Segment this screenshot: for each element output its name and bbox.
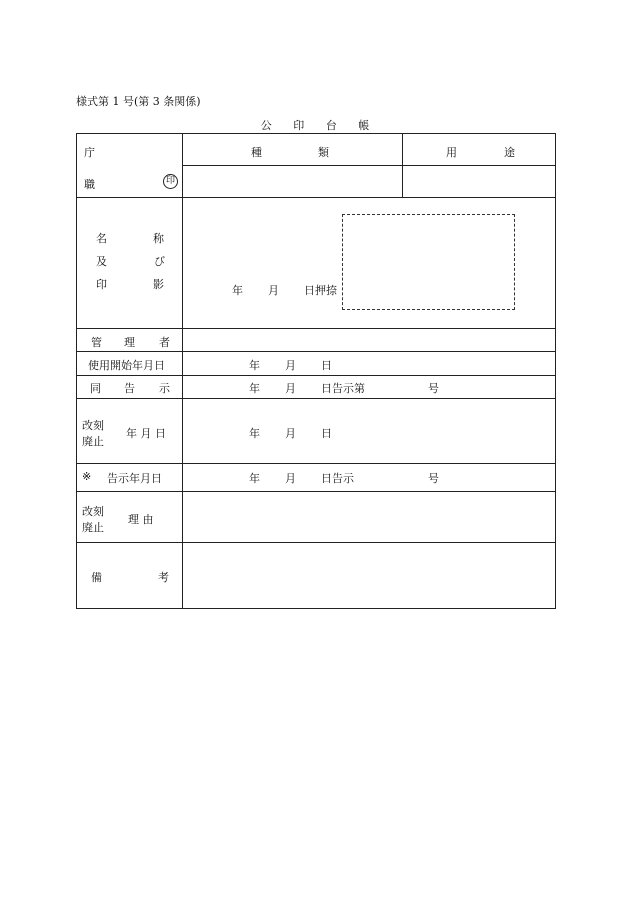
kind-header: 種 [251,146,262,159]
name-label: 及 [96,255,107,268]
impression-date: 年 [232,284,243,297]
start-date-value: 月 [285,359,296,372]
seal-impression-area [342,214,515,310]
notice-value: 年 [249,382,260,395]
note-mark: ※ [82,470,92,483]
title-char: 印 [293,119,305,132]
remarks-label: 備 [91,571,102,584]
notice-date-value: 年 [249,472,260,485]
seal-mark: 印 [163,174,178,189]
name-label: 影 [153,278,164,291]
impression-date: 日押捺 [304,284,337,297]
name-label: び [154,255,165,268]
notice-date-value: 号 [428,472,439,485]
notice-date-label: 告示年月日 [107,472,162,485]
table-rule [402,134,403,197]
reason-prefix: 廃止 [82,521,104,534]
reason-prefix: 改刻 [82,505,104,518]
revise-date-value: 年 [249,427,260,440]
office-label: 庁 [84,146,95,159]
name-label: 印 [96,278,107,291]
title-char: 台 [325,119,337,132]
impression-date: 月 [268,284,279,297]
notice-label: 示 [159,382,170,395]
start-date-value: 日 [321,359,332,372]
notice-date-value: 日告示 [321,472,354,485]
manager-label: 管 [91,336,102,349]
table-rule [77,491,556,492]
start-date-label: 使用開始年月日 [88,359,165,372]
notice-date-value: 月 [285,472,296,485]
revise-abolish-label: 改刻 [82,419,104,432]
remarks-label: 考 [158,571,169,584]
use-header: 用 [446,146,457,159]
notice-label: 同 [90,382,101,395]
reason-label: 理 由 [128,513,154,526]
ledger-table [76,133,556,609]
revise-date-value: 月 [285,427,296,440]
table-rule [183,165,556,166]
table-rule [77,375,556,376]
title-char: 公 [260,119,272,132]
form-number-label: 様式第 1 号(第 3 条関係) [76,95,201,108]
notice-value: 月 [285,382,296,395]
revise-date-value: 日 [321,427,332,440]
title-char: 帳 [358,119,370,132]
notice-label: 告 [124,382,135,395]
revise-date-label: 年 月 日 [126,427,166,440]
name-label: 称 [153,232,164,245]
notice-value: 日告示第 [321,382,365,395]
start-date-value: 年 [249,359,260,372]
name-label: 名 [96,232,107,245]
manager-label: 者 [159,336,170,349]
table-rule [77,542,556,543]
document-title [0,117,630,133]
table-rule [182,134,183,608]
table-rule [77,328,556,329]
kind-header: 類 [318,146,329,159]
table-rule [77,463,556,464]
post-label: 職 [84,178,95,191]
table-rule [77,398,556,399]
use-header: 途 [504,146,515,159]
notice-value: 号 [428,382,439,395]
table-rule [77,351,556,352]
manager-label: 理 [124,336,135,349]
table-rule [77,197,556,198]
revise-abolish-label: 廃止 [82,435,104,448]
